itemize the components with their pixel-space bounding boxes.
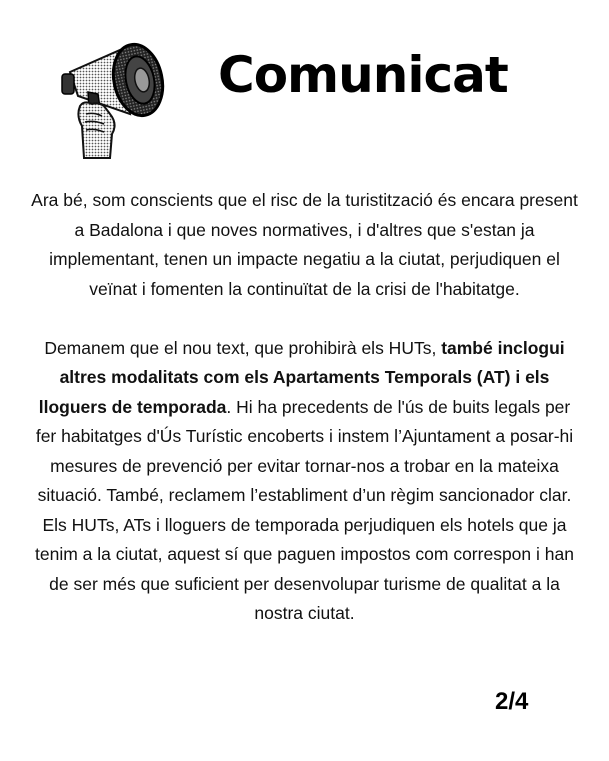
- page-title: Comunicat: [218, 46, 508, 104]
- page-number: 2/4: [495, 688, 529, 715]
- document-body: [30, 186, 579, 629]
- paragraph-2-bold: també inclogui altres modalitats com els Apartaments Temporals (AT) i els lloguers de temporada: [38, 337, 565, 417]
- paragraph-1: Ara bé, som conscients que el risc de la turistització és encara present a Badalona i que noves normatives, i d'altres que s'estan ja implementant, tenen un impacte negatiu a la ciutat, perjudiquen el veïnat i fomenten la continuïtat de la crisi de l'habitatge.: [31, 190, 578, 299]
- paragraph-3: Els HUTs, ATs i lloguers de temporada perjudiquen els hotels que ja tenim a la ciutat, aquest sí que paguen impostos com correspon i han de ser més que suficient per desenvolupar turisme de qualitat a la nostra ciutat.: [35, 514, 574, 623]
- paragraph-gap: [30, 304, 579, 334]
- paragraph-2: [30, 334, 579, 511]
- paragraph-2-start: Demanem que el nou text, que prohibirà els HUTs,: [44, 337, 442, 358]
- megaphone-icon: [58, 34, 176, 160]
- header: [0, 0, 609, 175]
- paragraph-2-end: . Hi ha precedents de l'ús de buits legals per fer habitatges d'Ús Turístic encoberts i instem l’Ajuntament a posar-hi mesures de prevenció per evitar tornar-nos a trobar en la mateixa situació. També, reclamem l’establiment d’un règim sancionador clar.: [35, 396, 574, 505]
